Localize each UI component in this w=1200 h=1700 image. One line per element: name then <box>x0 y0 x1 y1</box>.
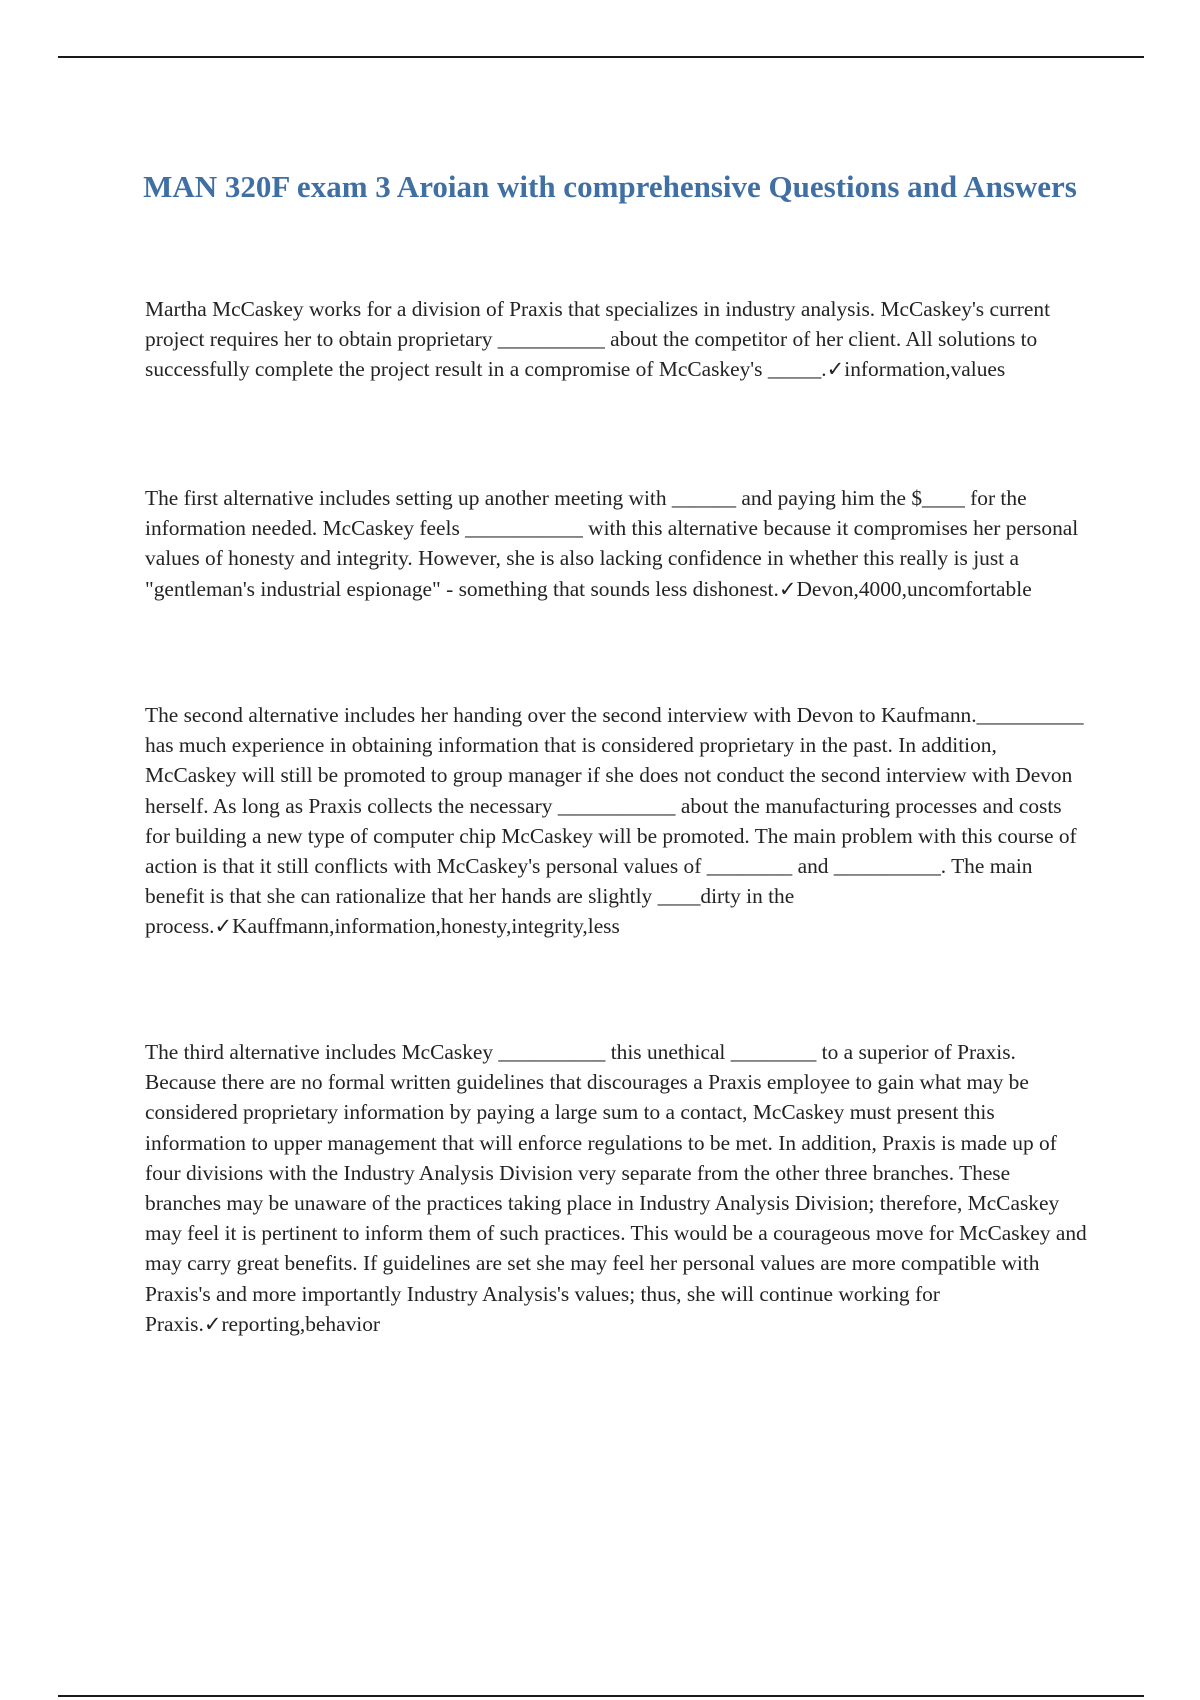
check-icon: ✓ <box>778 576 797 601</box>
answer-text <box>779 577 1032 601</box>
qa-item <box>145 294 1090 385</box>
qa-item <box>145 1037 1090 1339</box>
check-icon: ✓ <box>203 1311 222 1336</box>
check-icon: ✓ <box>826 357 845 382</box>
question-text: Martha McCaskey works for a division of Praxis that specializes in industry analysis. McCaskey's current project requires her to obtain proprietary __________ about the competitor of her client. All solutions to successfully complete the project result in a compromise of McCaskey's _____. <box>145 297 1051 382</box>
question-text: The third alternative includes McCaskey __________ this unethical ________ to a superior of Praxis. Because there are no formal written guidelines that discourages a Praxis employee to gain what may be considered proprietary information by paying a large sum to a contact, McCaskey must present this information to upper management that will enforce regulations to be met. In addition, Praxis is made up of four divisions with the Industry Analysis Division very separate from the other three branches. These branches may be unaware of the practices taking place in Industry Analysis Division; therefore, McCaskey may feel it is pertinent to inform them of such practices. This would be a courageous move for McCaskey and may carry great benefits. If guidelines are set she may feel her personal values are more compatible with Praxis's and more importantly Industry Analysis's values; thus, she will continue working for Praxis. <box>145 1040 1087 1336</box>
answer-text <box>827 357 1006 381</box>
check-icon: ✓ <box>214 914 233 939</box>
question-text: The first alternative includes setting up another meeting with ______ and paying him the $____ for the information needed. McCaskey feels ___________ with this alternative because it compromises her personal values of honesty and integrity. However, she is also lacking confidence in whether this really is just a "gentleman's industrial espionage" - something that sounds less dishonest. <box>145 486 1079 601</box>
answer-value: information,values <box>844 357 1006 382</box>
answer-value: reporting,behavior <box>221 1311 381 1336</box>
top-rule <box>58 56 1144 58</box>
answer-text <box>204 1312 380 1336</box>
document-title: MAN 320F exam 3 Aroian with comprehensive Questions and Answers <box>143 169 1077 204</box>
qa-item <box>145 483 1090 604</box>
answer-value: Devon,4000,uncomfortable <box>796 576 1032 601</box>
bottom-rule <box>58 1695 1144 1697</box>
answer-value: Kauffmann,information,honesty,integrity,less <box>232 914 620 939</box>
qa-item <box>145 700 1090 942</box>
answer-text <box>215 914 620 938</box>
question-text: The second alternative includes her handing over the second interview with Devon to Kaufmann.__________ has much experience in obtaining information that is considered proprietary in the past. In addition, McCaskey will still be promoted to group manager if she does not conduct the second interview with Devon herself. As long as Praxis collects the necessary ___________ about the manufacturing processes and costs for building a new type of computer chip McCaskey will be promoted. The main problem with this course of action is that it still conflicts with McCaskey's personal values of ________ and __________. The main benefit is that she can rationalize that her hands are slightly ____dirty in the process. <box>145 703 1084 939</box>
